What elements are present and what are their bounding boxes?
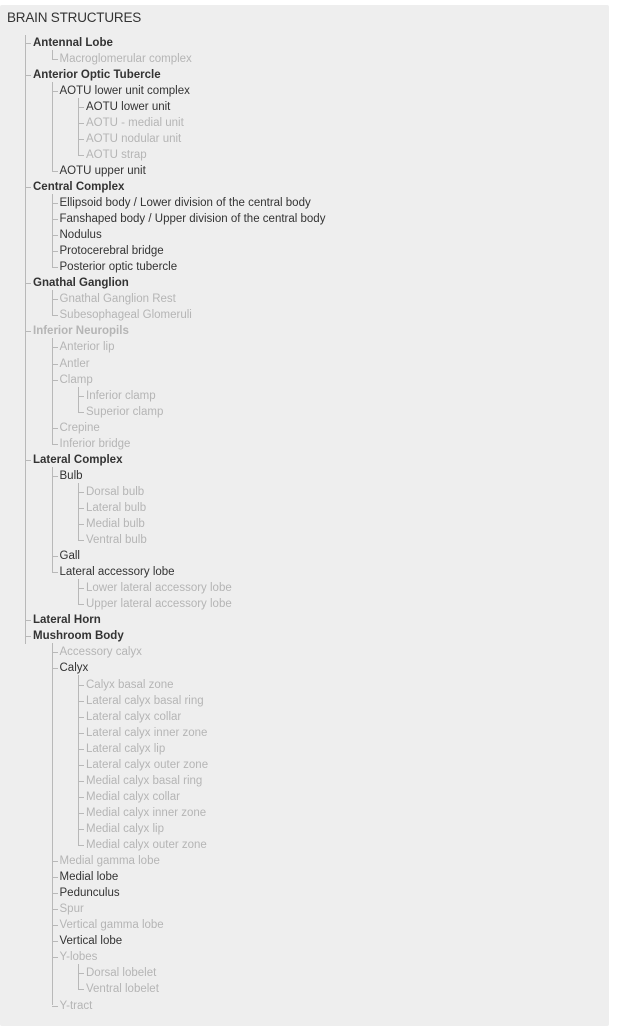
tree-item-medial-calyx-collar[interactable]: Medial calyx collar (86, 790, 180, 803)
tree-item-gnathal-ganglion-rest[interactable]: Gnathal Ganglion Rest (59, 293, 176, 306)
tree-item-medial-calyx-inner-zone[interactable]: Medial calyx inner zone (86, 806, 207, 819)
tree-connector (52, 59, 58, 60)
tree-item-medial-gamma-lobe[interactable]: Medial gamma lobe (59, 855, 160, 868)
tree-branch-line (25, 35, 26, 644)
tree-item-superior-clamp[interactable]: Superior clamp (86, 405, 164, 418)
tree-item-anterior-optic-tubercle[interactable]: Anterior Optic Tubercle (33, 68, 161, 81)
tree-connector (52, 572, 58, 573)
tree-connector (52, 315, 58, 316)
tree-item-protocerebral-bridge[interactable]: Protocerebral bridge (59, 245, 164, 258)
tree-item-aotu-nodular-unit[interactable]: AOTU nodular unit (86, 132, 182, 145)
tree-item-dorsal-bulb[interactable]: Dorsal bulb (86, 485, 145, 498)
tree-branch-line (52, 194, 53, 267)
tree-item-aotu-lower-unit[interactable]: AOTU lower unit (86, 100, 171, 113)
tree-branch-line (52, 50, 53, 59)
tree-branch-line (78, 675, 79, 845)
tree-branch-line (52, 643, 53, 1005)
tree-branch-line (78, 483, 79, 540)
tree-item-medial-calyx-lip[interactable]: Medial calyx lip (86, 822, 164, 835)
tree-branch-line (52, 82, 53, 171)
tree-item-lateral-accessory-lobe[interactable]: Lateral accessory lobe (59, 566, 175, 579)
tree-connector (78, 604, 84, 605)
tree-item-lateral-horn[interactable]: Lateral Horn (33, 614, 101, 627)
tree-item-gall[interactable]: Gall (59, 550, 80, 563)
tree-connector (78, 540, 84, 541)
tree-item-lateral-calyx-outer-zone[interactable]: Lateral calyx outer zone (86, 758, 209, 771)
tree-item-crepine[interactable]: Crepine (59, 421, 100, 434)
tree-item-antler[interactable]: Antler (59, 357, 90, 370)
tree-connector (52, 444, 58, 445)
tree-item-nodulus[interactable]: Nodulus (59, 229, 102, 242)
tree-branch-line (78, 579, 79, 604)
tree-item-mushroom-body[interactable]: Mushroom Body (33, 630, 124, 643)
tree-connector (78, 845, 84, 846)
tree-branch-line (78, 98, 79, 155)
tree-item-gnathal-ganglion[interactable]: Gnathal Ganglion (33, 277, 129, 290)
tree-item-lateral-calyx-lip[interactable]: Lateral calyx lip (86, 742, 166, 755)
tree-item-lateral-bulb[interactable]: Lateral bulb (86, 501, 147, 514)
tree-item-medial-bulb[interactable]: Medial bulb (86, 518, 145, 530)
tree-item-lateral-calyx-inner-zone[interactable]: Lateral calyx inner zone (86, 726, 208, 739)
tree-item-ventral-bulb[interactable]: Ventral bulb (86, 534, 147, 547)
tree-branch-line (52, 338, 53, 443)
tree-branch-line (78, 387, 79, 412)
tree-item-inferior-bridge[interactable]: Inferior bridge (59, 437, 131, 450)
tree-item-fanshaped-body-upper-division-of-the-central-body[interactable]: Fanshaped body / Upper division of the central body (59, 213, 326, 226)
tree-item-aotu-strap[interactable]: AOTU strap (86, 148, 147, 161)
tree-item-lateral-calyx-basal-ring[interactable]: Lateral calyx basal ring (86, 694, 204, 707)
tree-item-vertical-lobe[interactable]: Vertical lobe (59, 935, 123, 948)
tree-item-bulb[interactable]: Bulb (59, 469, 83, 482)
tree-item-central-complex[interactable]: Central Complex (33, 180, 125, 193)
tree-item-ventral-lobelet[interactable]: Ventral lobelet (86, 983, 159, 996)
tree-branch-line (52, 290, 53, 315)
tree-item-medial-lobe[interactable]: Medial lobe (59, 871, 119, 884)
tree-item-medial-calyx-outer-zone[interactable]: Medial calyx outer zone (86, 839, 207, 851)
tree-item-inferior-clamp[interactable]: Inferior clamp (86, 389, 156, 402)
tree-connector (52, 1006, 58, 1007)
tree-item-calyx[interactable]: Calyx (59, 662, 89, 675)
tree-connector (78, 412, 84, 413)
tree-item-antennal-lobe[interactable]: Antennal Lobe (33, 36, 113, 49)
tree-item-pedunculus[interactable]: Pedunculus (59, 887, 120, 900)
tree-item-spur[interactable]: Spur (59, 903, 84, 916)
tree-connector (52, 267, 58, 268)
tree-item-vertical-gamma-lobe[interactable]: Vertical gamma lobe (59, 919, 164, 932)
tree-item-ellipsoid-body-lower-division-of-the-central-body[interactable]: Ellipsoid body / Lower division of the central body (59, 197, 311, 209)
tree-item-lateral-complex[interactable]: Lateral Complex (33, 453, 123, 466)
tree-item-macroglomerular-complex[interactable]: Macroglomerular complex (59, 52, 192, 65)
tree-item-aotu-upper-unit[interactable]: AOTU upper unit (59, 164, 146, 177)
tree-item-y-tract[interactable]: Y-tract (59, 999, 93, 1012)
tree-branch-line (52, 467, 53, 572)
panel-title: BRAIN STRUCTURES (7, 10, 142, 25)
tree-item-upper-lateral-accessory-lobe[interactable]: Upper lateral accessory lobe (86, 598, 232, 611)
tree-item-accessory-calyx[interactable]: Accessory calyx (59, 646, 142, 659)
tree-item-clamp[interactable]: Clamp (59, 373, 93, 386)
tree-branch-line (78, 964, 79, 989)
tree-item-medial-calyx-basal-ring[interactable]: Medial calyx basal ring (86, 774, 203, 787)
tree-item-posterior-optic-tubercle[interactable]: Posterior optic tubercle (59, 261, 178, 274)
tree-connector (78, 989, 84, 990)
tree-item-lateral-calyx-collar[interactable]: Lateral calyx collar (86, 710, 182, 723)
tree-item-y-lobes[interactable]: Y-lobes (59, 951, 98, 964)
brain-structures-panel (0, 5, 609, 1026)
tree-item-dorsal-lobelet[interactable]: Dorsal lobelet (86, 967, 157, 980)
tree-item-lower-lateral-accessory-lobe[interactable]: Lower lateral accessory lobe (86, 582, 232, 595)
tree-connector (78, 155, 84, 156)
tree-item-anterior-lip[interactable]: Anterior lip (59, 341, 115, 354)
tree-item-aotu-lower-unit-complex[interactable]: AOTU lower unit complex (59, 84, 190, 97)
tree-item-subesophageal-glomeruli[interactable]: Subesophageal Glomeruli (59, 309, 192, 322)
tree-item-inferior-neuropils[interactable]: Inferior Neuropils (33, 325, 129, 338)
tree-item-calyx-basal-zone[interactable]: Calyx basal zone (86, 678, 174, 691)
tree-item-aotu-medial-unit[interactable]: AOTU - medial unit (86, 116, 184, 129)
tree-connector (52, 171, 58, 172)
